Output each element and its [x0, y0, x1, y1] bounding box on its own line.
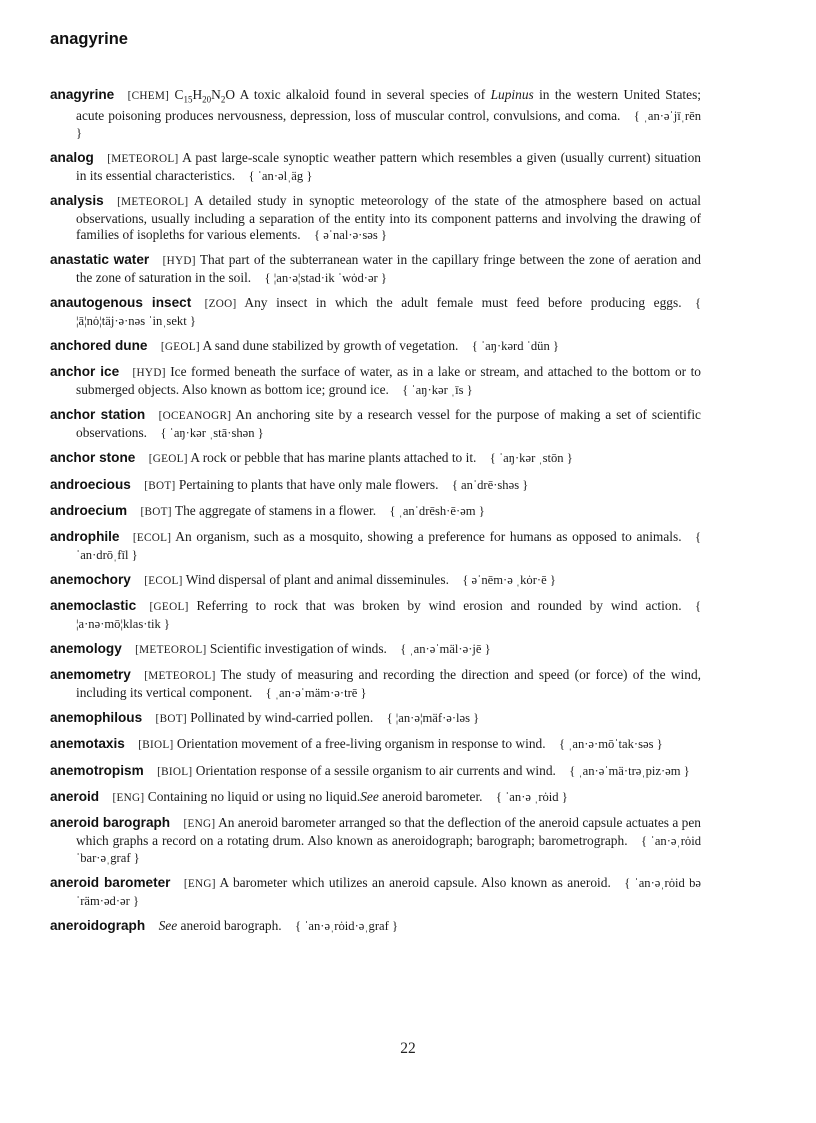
entry-pronunciation: { ˈaŋ·kər ˌstā·shən } — [160, 426, 264, 441]
entry-definition: Orientation movement of a free-living organism in response to wind. — [173, 736, 546, 752]
entry-field: [METEOROL] — [107, 153, 179, 166]
entry-field: [HYD] — [162, 255, 196, 268]
entry-field: [ENG] — [183, 817, 216, 830]
entry-headword: anchor ice — [50, 364, 120, 380]
entry-definition-cont: in the western United States; acute poisoning produces nervousness, depression, loss of muscular control, convulsions, and coma. — [76, 87, 702, 124]
entry-pronunciation: { ˈan·əˌrȯid bəˈräm·əd·ər } — [76, 875, 701, 908]
entry-definition: Any insect in which the adult female must feed before producing eggs. — [236, 295, 682, 311]
entry-headword: anagyrine — [50, 87, 115, 102]
entry-field: [GEOL] — [149, 601, 189, 614]
entry-pronunciation: { ˈan·əˌrȯid·əˌgraf } — [295, 918, 399, 933]
entry-headword: aneroid barometer — [50, 874, 171, 890]
entry-pronunciation: { ˈaŋ·kər ˌīs } — [402, 383, 473, 398]
entry — [50, 918, 701, 935]
entry-pronunciation: { ˌan·əˈmäl·ə·jē } — [400, 642, 491, 657]
entry — [50, 736, 701, 754]
entry-pronunciation: { ˌan·əˈjīˌrēn } — [76, 109, 701, 141]
entry-see: See — [158, 917, 178, 933]
entry-pronunciation: { ¦ā¦nȯ¦täj·ə·nəs ˈinˌsekt } — [76, 296, 701, 328]
entry-headword: aneroid barograph — [50, 814, 171, 830]
entry-definition: A sand dune stabilized by growth of vegetation. — [199, 338, 459, 354]
entry-italic: See — [360, 788, 379, 804]
entry-definition: Containing no liquid or using no liquid. — [144, 788, 361, 804]
entry-headword: anemophilous — [50, 710, 143, 726]
entry — [50, 789, 701, 807]
entry-pronunciation: { ˈan·əlˌäg } — [248, 169, 313, 184]
entry-pronunciation: { ˌanˈdrēsh·ē·əm } — [389, 503, 485, 518]
entry-field: [METEOROL] — [117, 196, 189, 209]
entry-definition: The aggregate of stamens in a flower. — [171, 502, 377, 518]
entry-pronunciation: { ¦an·ə¦stad·ik ˈwȯd·ər } — [264, 271, 387, 286]
entry — [50, 667, 701, 702]
entry — [50, 572, 701, 590]
entry-field: [METEOROL] — [144, 670, 216, 683]
entry-headword: anchor station — [50, 407, 146, 423]
entry-headword: anastatic water — [50, 252, 150, 268]
entry — [50, 193, 701, 243]
entry-headword: anemometry — [50, 667, 131, 683]
entry-definition: Wind dispersal of plant and animal disseminules. — [182, 571, 449, 587]
entry-definition: A detailed study in synoptic meteorology of the state of the atmosphere based on actual observations, usually including a separation of the entity into its component patterns and involving the drawing of families of isopleths for various elements. — [76, 193, 701, 243]
entry — [50, 150, 701, 185]
formula-part: O — [225, 87, 235, 102]
entry — [50, 815, 701, 866]
entry-headword: androecious — [50, 476, 131, 492]
entry-pronunciation: { ˌan·əˈmäm·ə·trē } — [265, 686, 367, 701]
entry-definition: An organism, such as a mosquito, showing a preference for humans as opposed to animals. — [171, 528, 682, 544]
entry-headword: anemochory — [50, 571, 131, 587]
entry-definition: Referring to rock that was broken by wind erosion and rounded by wind action. — [188, 598, 682, 614]
entry-pronunciation: { ˌan·əˈmä·trəˌpiz·əm } — [569, 763, 690, 778]
entry-field: [ENG] — [112, 791, 145, 804]
entry-headword: anchor stone — [50, 450, 136, 466]
entry-field: [BIOL] — [157, 765, 193, 778]
entry-pronunciation: { ˈan·əˌrȯid ˈbar·əˌgraf } — [76, 833, 701, 865]
entry — [50, 407, 701, 442]
entry-definition: Pertaining to plants that have only male flowers. — [175, 476, 439, 492]
entry-formula-lead: C — [169, 87, 184, 102]
entry-pronunciation: { ˌan·ə·mōˈtak·səs } — [558, 737, 663, 752]
running-head: anagyrine — [50, 30, 128, 48]
entry-definition: Orientation response of a sessile organism to air currents and wind. — [192, 762, 556, 778]
entry — [50, 295, 701, 330]
entry-field: [BIOL] — [138, 739, 174, 752]
entry-headword: anemology — [50, 641, 122, 657]
entry — [50, 598, 701, 633]
entry-headword: anautogenous insect — [50, 295, 192, 311]
entry — [50, 252, 701, 287]
page-number: 22 — [400, 1040, 416, 1057]
entry — [50, 641, 701, 659]
entry-definition: A barometer which utilizes an aneroid capsule. Also known as aneroid. — [215, 874, 611, 890]
entry-field: [ECOL] — [132, 531, 172, 544]
formula-part: N — [211, 87, 221, 102]
entry-headword: analog — [50, 150, 94, 166]
formula-part: 20 — [202, 94, 212, 105]
entry — [50, 503, 701, 521]
entry-pronunciation: { anˈdrē·shəs } — [451, 477, 529, 492]
entry-italic: Lupinus — [490, 87, 534, 102]
entry-headword: aneroidograph — [50, 917, 146, 933]
entry-headword: anchored dune — [50, 338, 148, 354]
entry-definition: An anchoring site by a research vessel for the purpose of making a set of scientific observations. — [76, 407, 702, 441]
entry-pronunciation: { əˈnal·ə·səs } — [314, 228, 387, 243]
entry-headword: androphile — [50, 528, 120, 544]
entry-pronunciation: { ˈan·drōˌfīl } — [76, 529, 701, 562]
entry-field: [BOT] — [144, 479, 176, 492]
entry-definition: Pollinated by wind-carried pollen. — [186, 710, 374, 726]
entry-field: [HYD] — [132, 367, 166, 380]
entry-definition: That part of the subterranean water in the capillary fringe between the zone of aeration and the zone of saturation in the soil. — [76, 252, 701, 286]
entry — [50, 338, 701, 356]
entry-headword: analysis — [50, 193, 104, 209]
entry — [50, 875, 701, 910]
entry-field: [BOT] — [155, 713, 187, 726]
entry-pronunciation: { ¦a·nə·mō¦klas·tik } — [76, 599, 701, 631]
entry — [50, 763, 701, 781]
entry-field: [METEOROL] — [135, 644, 207, 657]
entry-field: [ENG] — [183, 877, 216, 890]
entry-field: [ECOL] — [144, 574, 183, 587]
entry-definition: A rock or pebble that has marine plants attached to it. — [187, 450, 477, 466]
entry-definition: An aneroid barometer arranged so that the deflection of the aneroid capsule actuates a pen which graphs a record on a rotating drum. Also known as aneroidograph; barograph; barometrograph. — [76, 814, 702, 848]
entry-pronunciation: { ˈaŋ·kərd ˈdün } — [471, 339, 559, 354]
entry — [50, 364, 701, 399]
entry-field: [BOT] — [140, 505, 172, 518]
entry-definition: Ice formed beneath the surface of water, as in a lake or stream, and attached to the bottom or to submerged objects. Also known as bottom ice; ground ice. — [76, 364, 702, 398]
entry-headword: anemotropism — [50, 762, 144, 778]
entry — [50, 477, 701, 495]
entry-headword: aneroid — [50, 788, 100, 804]
entry — [50, 529, 701, 564]
entry-definition-cont: aneroid barometer. — [378, 788, 483, 804]
entry-pronunciation: { əˈnēm·ə ˌkȯr·ē } — [462, 572, 556, 587]
entry-headword: anemoclastic — [50, 598, 137, 614]
formula-part: 2 — [220, 94, 226, 105]
entry-headword: anemotaxis — [50, 736, 125, 752]
entry — [50, 87, 701, 142]
formula-part: 15 — [183, 94, 193, 105]
entry-field: [ZOO] — [204, 298, 237, 311]
entry-definition: A past large-scale synoptic weather pattern which resembles a given (usually current) situation in its essential characteristics. — [76, 150, 701, 184]
entry-field: [CHEM] — [127, 90, 170, 102]
entry-headword: androecium — [50, 502, 128, 518]
entry-pronunciation: { ¦an·ə¦mäf·ə·ləs } — [386, 711, 480, 726]
entry — [50, 450, 701, 468]
entry-definition: The study of measuring and recording the direction and speed (or force) of the wind, including its vertical component. — [76, 667, 701, 701]
entry-field: [GEOL] — [160, 341, 200, 354]
entry-field: [GEOL] — [148, 453, 188, 466]
entry-pronunciation: { ˈan·ə ˌrȯid } — [495, 789, 568, 804]
entry-definition: A toxic alkaloid found in several species of — [234, 87, 491, 102]
formula-part: H — [192, 87, 203, 102]
entry — [50, 710, 701, 728]
entry-list — [50, 87, 701, 943]
entry-field: [OCEANOGR] — [158, 410, 232, 423]
entry-pronunciation: { ˈaŋ·kər ˌstōn } — [489, 451, 573, 466]
entry-definition: Scientific investigation of winds. — [206, 641, 387, 657]
entry-definition: aneroid barograph. — [177, 917, 282, 933]
